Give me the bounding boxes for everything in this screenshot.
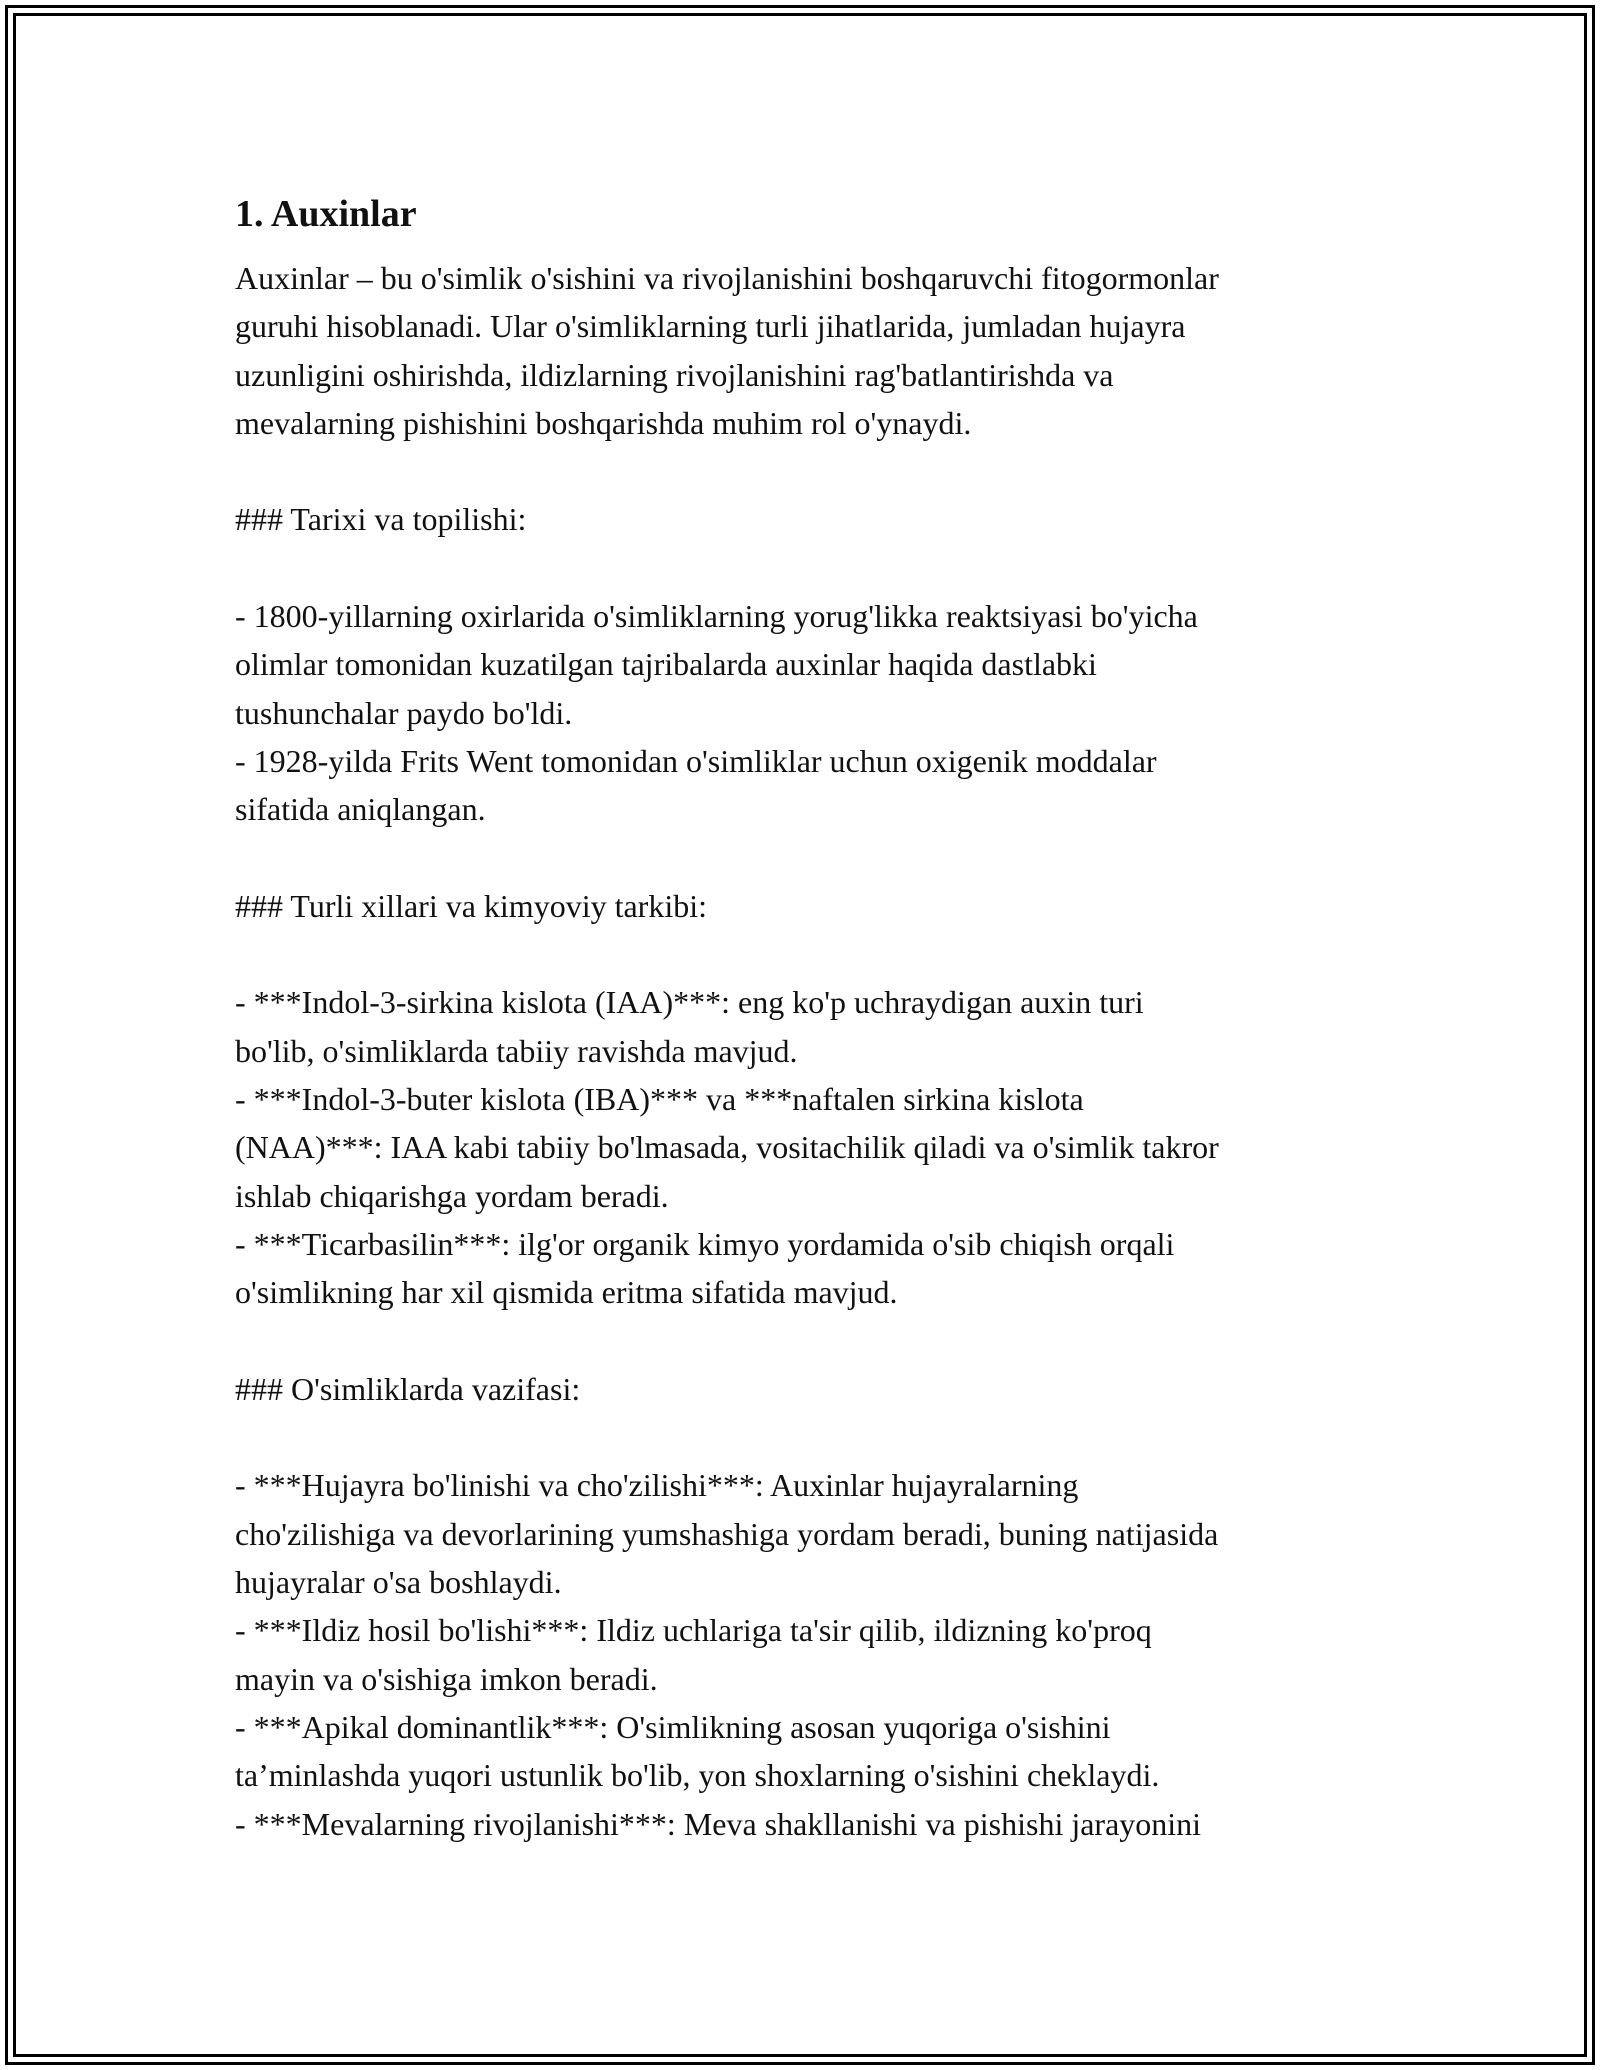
document-body bbox=[235, 254, 1385, 1848]
text-line: - ***Apikal dominantlik***: O'simlikning asosan yuqoriga o'sishini bbox=[235, 1708, 1111, 1745]
blank-line bbox=[235, 1317, 1385, 1365]
text-line: ### Tarixi va topilishi: bbox=[235, 501, 527, 538]
text-line: ishlab chiqarishga yordam beradi. bbox=[235, 1177, 669, 1214]
text-line: olimlar tomonidan kuzatilgan tajribalarda auxinlar haqida dastlabki bbox=[235, 646, 1097, 683]
text-line: ta’minlashda yuqori ustunlik bo'lib, yon shoxlarning o'sishini cheklaydi. bbox=[235, 1757, 1160, 1794]
text-line: - 1800-yillarning oxirlarida o'simliklarning yorug'likka reaktsiyasi bo'yicha bbox=[235, 598, 1198, 635]
text-line: - ***Ticarbasilin***: ilg'or organik kimyo yordamida o'sib chiqish orqali bbox=[235, 1225, 1175, 1262]
text-line: ### Turli xillari va kimyoviy tarkibi: bbox=[235, 887, 707, 924]
text-line: mevalarning pishishini boshqarishda muhim rol o'ynaydi. bbox=[235, 404, 972, 441]
text-line: o'simlikning har xil qismida eritma sifatida mavjud. bbox=[235, 1274, 898, 1311]
text-line: (NAA)***: IAA kabi tabiiy bo'lmasada, vositachilik qiladi va o'simlik takror bbox=[235, 1129, 1219, 1166]
text-line: hujayralar o'sa boshlaydi. bbox=[235, 1564, 562, 1601]
text-line: - ***Indol-3-sirkina kislota (IAA)***: eng ko'p uchraydigan auxin turi bbox=[235, 984, 1144, 1021]
blank-line bbox=[235, 447, 1385, 495]
document-page bbox=[235, 182, 1385, 1848]
text-line: - ***Hujayra bo'linishi va cho'zilishi***: Auxinlar hujayralarning bbox=[235, 1467, 1079, 1504]
text-line: - ***Mevalarning rivojlanishi***: Meva shakllanishi va pishishi jarayonini bbox=[235, 1805, 1202, 1842]
blank-line bbox=[235, 930, 1385, 978]
text-line: sifatida aniqlangan. bbox=[235, 791, 486, 828]
text-line: cho'zilishiga va devorlarining yumshashiga yordam beradi, buning natijasida bbox=[235, 1515, 1219, 1552]
text-line: bo'lib, o'simliklarda tabiiy ravishda mavjud. bbox=[235, 1032, 798, 1069]
text-line: guruhi hisoblanadi. Ular o'simliklarning turli jihatlarida, jumladan hujayra bbox=[235, 308, 1186, 345]
blank-line bbox=[235, 1413, 1385, 1461]
text-line: Auxinlar – bu o'simlik o'sishini va rivojlanishini boshqaruvchi fitogormonlar bbox=[235, 260, 1219, 296]
text-line: mayin va o'sishiga imkon beradi. bbox=[235, 1660, 658, 1697]
text-line: tushunchalar paydo bo'ldi. bbox=[235, 694, 573, 731]
text-line: ### O'simliklarda vazifasi: bbox=[235, 1370, 581, 1407]
text-line: - ***Ildiz hosil bo'lishi***: Ildiz uchlariga ta'sir qilib, ildizning ko'proq bbox=[235, 1612, 1152, 1649]
blank-line bbox=[235, 834, 1385, 882]
text-line: - 1928-yilda Frits Went tomonidan o'simliklar uchun oxigenik moddalar bbox=[235, 742, 1157, 779]
text-line: uzunligini oshirishda, ildizlarning rivojlanishini rag'batlantirishda va bbox=[235, 356, 1114, 393]
text-line: - ***Indol-3-buter kislota (IBA)*** va ***naftalen sirkina kislota bbox=[235, 1081, 1084, 1118]
blank-line bbox=[235, 544, 1385, 592]
section-heading: 1. Auxinlar bbox=[235, 193, 417, 235]
